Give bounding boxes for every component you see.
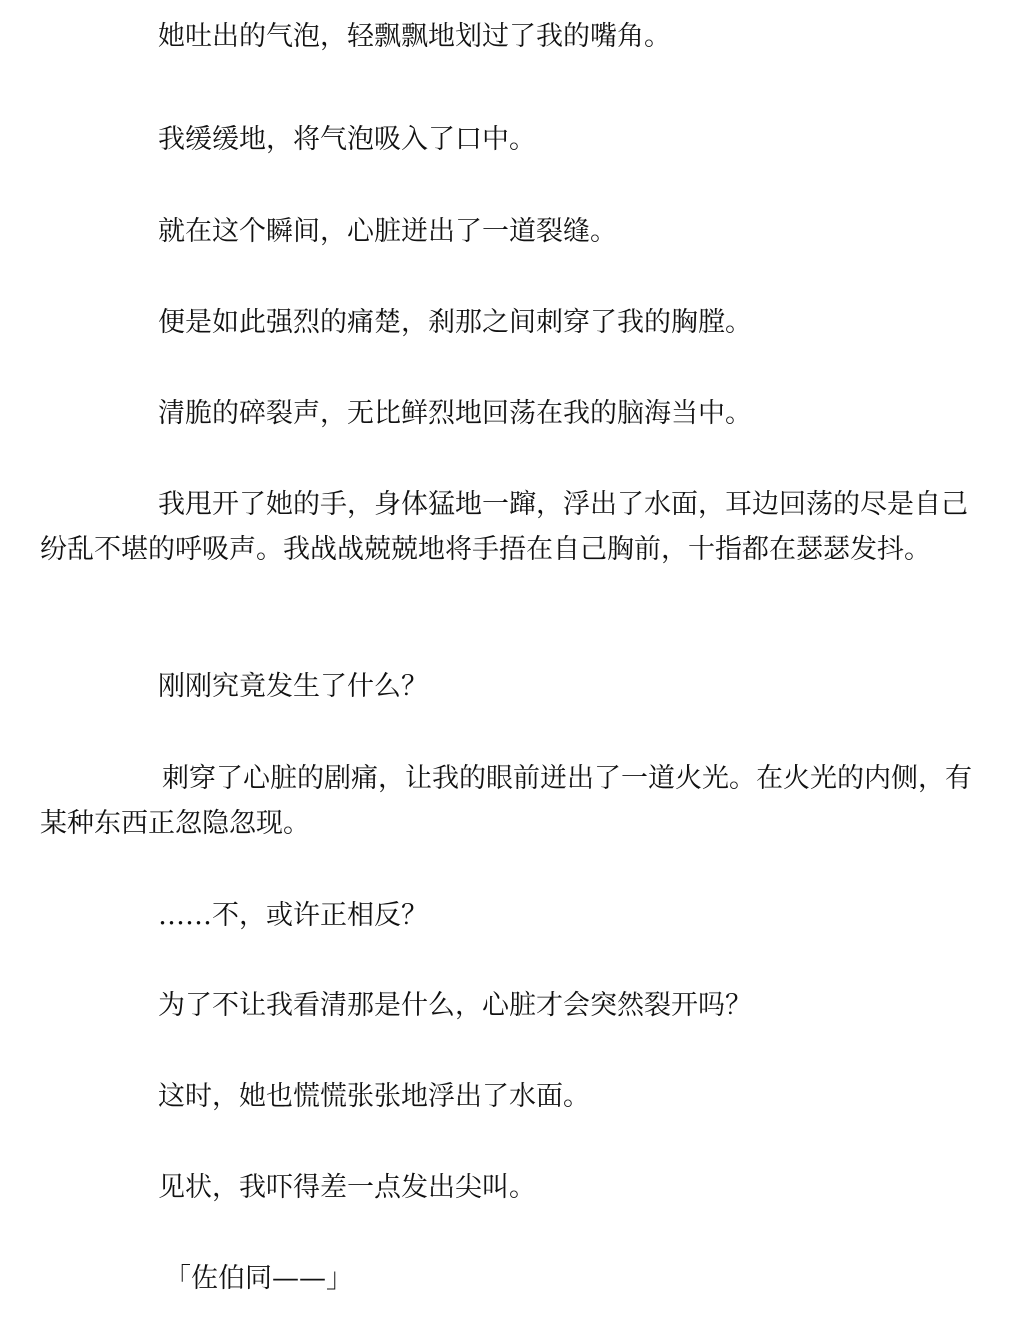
paragraph-9: ……不，或许正相反？: [158, 900, 428, 931]
paragraph-6: 我甩开了她的手，身体猛地一蹿，浮出了水面，耳边回荡的尽是自己纷乱不堪的呼吸声。我战战兢兢地将手捂在自己胸前，十指都在瑟瑟发抖。: [40, 489, 968, 565]
paragraph-11: 这时，她也慌慌张张地浮出了水面。: [158, 1081, 590, 1112]
paragraph-4: 便是如此强烈的痛楚，刹那之间刺穿了我的胸膛。: [158, 307, 752, 338]
paragraph-3: 就在这个瞬间，心脏迸出了一道裂缝。: [158, 216, 617, 247]
paragraph-1: 她吐出的气泡，轻飘飘地划过了我的嘴角。: [158, 21, 671, 52]
paragraph-10: 为了不让我看清那是什么，心脏才会突然裂开吗？: [158, 990, 752, 1021]
paragraph-7: 刚刚究竟发生了什么？: [158, 671, 428, 702]
paragraph-5: 清脆的碎裂声，无比鲜烈地回荡在我的脑海当中。: [158, 398, 752, 429]
paragraph-8: 刺穿了心脏的剧痛，让我的眼前迸出了一道火光。在火光的内侧，有某种东西正忽隐忽现。: [40, 763, 972, 839]
paragraph-12: 见状，我吓得差一点发出尖叫。: [158, 1172, 536, 1203]
dialogue-line: 「佐伯同——」: [164, 1263, 353, 1294]
paragraph-2: 我缓缓地，将气泡吸入了口中。: [158, 124, 536, 155]
